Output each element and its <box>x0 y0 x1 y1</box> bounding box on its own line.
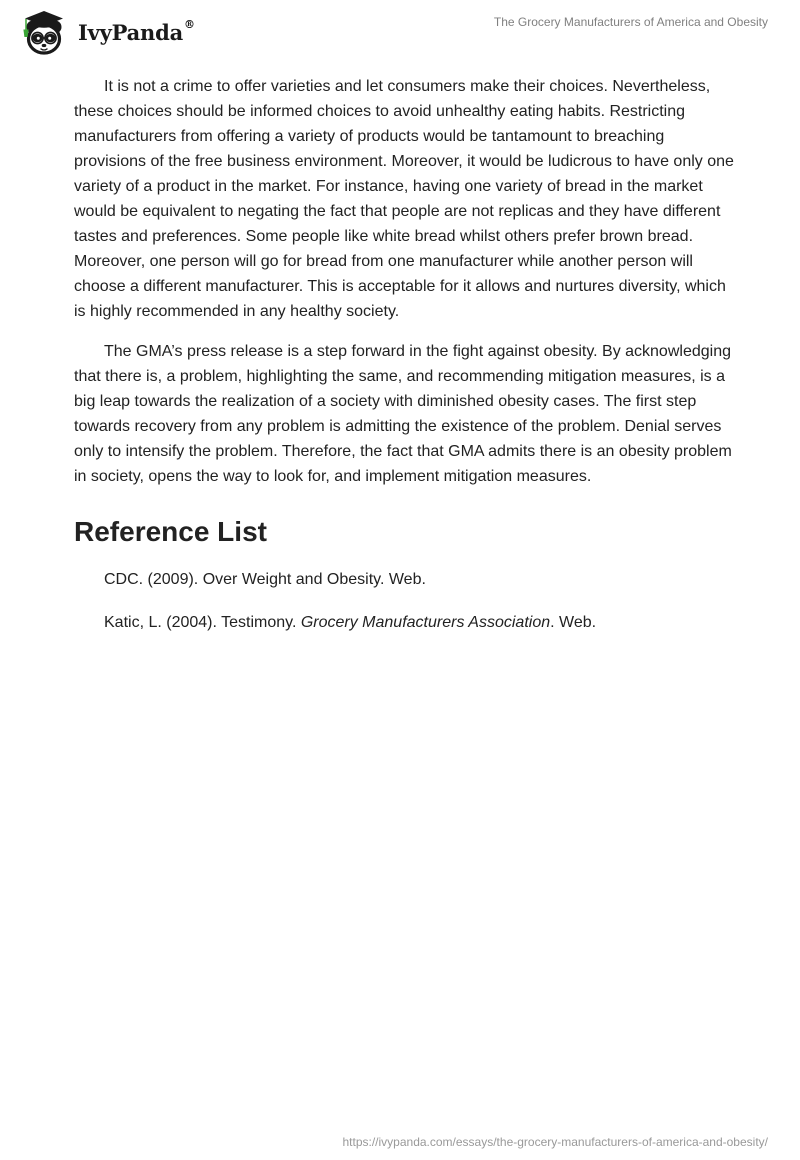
registered-mark: ® <box>184 17 195 31</box>
document-title: The Grocery Manufacturers of America and Obesity <box>493 15 768 29</box>
ivypanda-logo[interactable] <box>16 8 195 58</box>
reference-item-cdc: CDC. (2009). Over Weight and Obesity. Web. <box>104 571 426 588</box>
footer-source-url[interactable]: https://ivypanda.com/essays/the-grocery-manufacturers-of-america-and-obesity/ <box>342 1135 768 1149</box>
reference-katic-suffix: . Web. <box>550 614 597 631</box>
logo-wordmark <box>78 17 195 45</box>
reference-list <box>74 567 734 635</box>
reference-katic-prefix: Katic, L. (2004). Testimony. <box>104 614 301 631</box>
reference-list-heading: Reference List <box>74 516 267 547</box>
logo-text: IvyPanda <box>78 19 184 45</box>
body-paragraph-2: The GMA’s press release is a step forward in the fight against obesity. By acknowledging that there is, a problem, highlighting the same, and recommending mitigation measures, is a big leap towards the realization of a society with diminished obesity cases. The first step towards recovery from any problem is admitting the existence of the problem. Denial serves only to intensify the problem. Therefore, the fact that GMA admits there is an obesity problem in society, opens the way to look for, and implement mitigation measures. <box>74 343 732 485</box>
reference-katic-source: Grocery Manufacturers Association <box>300 614 551 631</box>
reference-item-katic <box>74 610 734 635</box>
body-paragraph-1: It is not a crime to offer varieties and let consumers make their choices. Nevertheless, these choices should be informed choices to avoid unhealthy eating habits. Restricting manufacturers from offering a variety of products would be tantamount to breaching provisions of the free business environment. Moreover, it would be ludicrous to have only one variety of a product in the market. For instance, having one variety of bread in the market would be equivalent to negating the fact that people are not replicas and they have different tastes and preferences. Some people like white bread whilst others prefer brown bread. Moreover, one person will go for bread from one manufacturer while another person will choose a different manufacturer. This is acceptable for it allows and nurtures diversity, which is highly recommended in any healthy society. <box>74 78 734 320</box>
essay-content <box>74 74 734 653</box>
panda-graduate-icon <box>16 8 72 58</box>
